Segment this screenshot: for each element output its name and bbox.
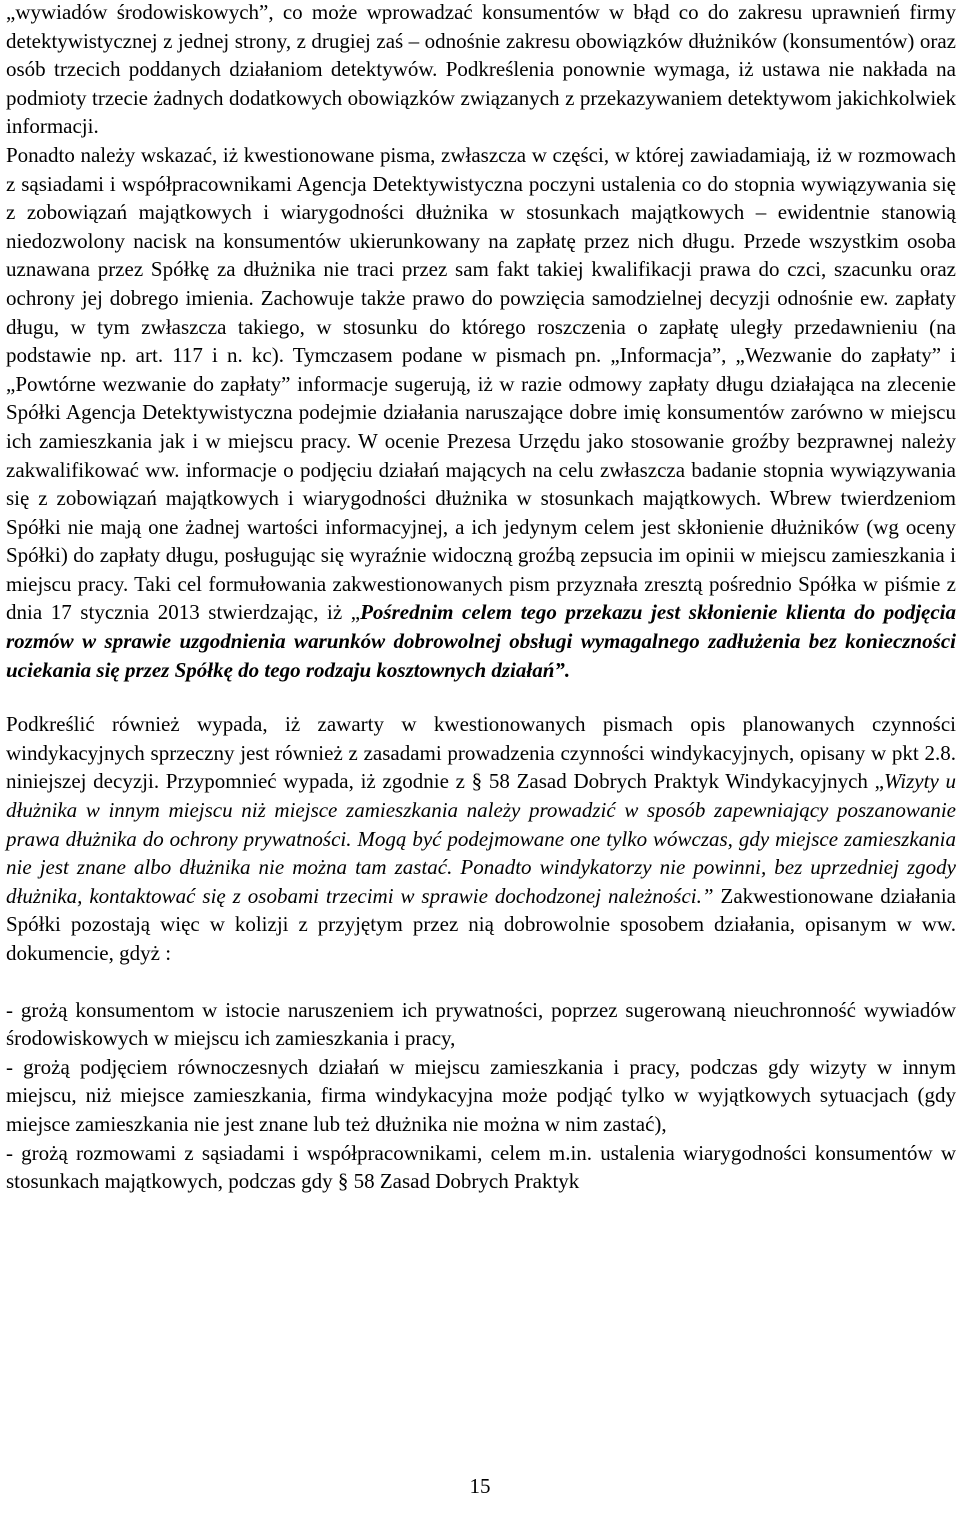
- paragraph-3-text: Podkreślić również wypada, iż zawarty w kwestionowanych pismach opis planowanych czynności windykacyjnych sprzeczny jest również z zasadami prowadzenia czynności windykacyjnych, opisany w pkt 2.8. niniejszej decyzji. Przypomnieć wypada, iż zgodnie z § 58 Zasad Dobrych Praktyk Windykacyjnych „: [6, 712, 956, 794]
- paragraph-2-bold-quote: Pośrednim celem tego przekazu jest skłonienie klienta do podjęcia rozmów w sprawie uzgodnienia warunków dobrowolnej obsługi wymagalnego zadłużenia bez konieczności uciekania się przez Spółkę do tego rodzaju kosztownych działań”.: [6, 600, 957, 682]
- paragraph-gap: [6, 684, 956, 710]
- paragraph-1-text: „wywiadów środowiskowych”, co może wprowadzać konsumentów w błąd co do zakresu uprawnień firmy detektywistycznej z jednej strony, z drugiej zaś – odnośnie zakresu obowiązków dłużników (konsumentów) oraz osób trzecich poddanych działaniom detektywów. Podkreślenia ponownie wymaga, iż ustawa nie nakłada na podmioty trzecie żadnych dodatkowych obowiązków związanych z przekazywaniem detektywom jakichkolwiek informacji.: [6, 0, 956, 139]
- paragraph-continuation: [6, 0, 956, 141]
- document-page: [6, 0, 956, 1196]
- list-item: - grożą konsumentom w istocie naruszeniem ich prywatności, poprzez sugerowaną nieuchronność wywiadów środowiskowych w miejscu ich zamieszkania i pracy,: [6, 997, 956, 1051]
- paragraph-ponadto: [6, 141, 956, 684]
- paragraph-3-text-end: Zakwestionowane działania Spółki pozostają więc w kolizji z przyjętym przez nią dobrowolnie sposobem działania, opisanym w ww. dokumencie, gdyż :: [6, 883, 957, 965]
- paragraph-2-text: Ponadto należy wskazać, iż kwestionowane pisma, zwłaszcza w części, w której zawiadamiają, iż w rozmowach z sąsiadami i współpracownikami Agencja Detektywistyczna poczyni ustalenia co do stopnia wywiązywania się z zobowiązań majątkowych i wiarygodności dłużnika w stosunkach majątkowych – ewidentnie stanowią niedozwolony nacisk na konsumentów ukierunkowany na zapłatę przez nich długu. Przede wszystkim osoba uznawana przez Spółkę za dłużnika nie traci przez sam fakt takiej kwalifikacji prawa do czci, szacunku oraz ochrony jej dobrego imienia. Zachowuje także prawo do powzięcia samodzielnej decyzji odnośnie ew. zapłaty długu, w tym zwłaszcza takiego, w stosunku do którego roszczenia o zapłatę uległy przedawnieniu (na podstawie np. art. 117 i n. kc). Tymczasem podane w pismach pn. „Informacja”, „Wezwanie do zapłaty” i „Powtórne wezwanie do zapłaty” informacje sugerują, iż w razie odmowy zapłaty długu działająca na zlecenie Spółki Agencja Detektywistyczna podejmie działania naruszające dobre imię konsumentów zarówno w miejscu ich zamieszkania jak i w miejscu pracy. W ocenie Prezesa Urzędu jako stosowanie groźby bezprawnej należy zakwalifikować ww. informacje o podjęciu działań mających na celu zwłaszcza badanie stopnia wywiązywania się z zobowiązań majątkowych i wiarygodności dłużnika w stosunkach majątkowych. Wbrew twierdzeniom Spółki nie mają one żadnej wartości informacyjnej, a ich jedynym celem jest skłonienie dłużników (wg oceny Spółki) do zapłaty długu, posługując się wyraźnie widoczną groźbą zepsucia im opinii w miejscu zamieszkania i miejscu pracy. Taki cel formułowania zakwestionowanych pism przyznała zresztą pośrednio Spółka w piśmie z dnia 17 stycznia 2013 stwierdzając, iż „: [6, 142, 956, 625]
- paragraph-podkreslic: [6, 710, 956, 967]
- page-number: 15: [469, 1474, 491, 1498]
- paragraph-gap: [6, 968, 956, 996]
- threat-list: [6, 996, 956, 1196]
- paragraph-3-italic-quote: Wizyty u dłużnika w innym miejscu niż miejsce zamieszkania należy prowadzić w sposób zapewniający poszanowanie prawa dłużnika do ochrony prywatności. Mogą być podejmowane one tylko wówczas, gdy miejsce zamieszkania nie jest znane albo dłużnika nie można tam zastać. Ponadto windykatorzy nie powinni, bez uprzedniej zgody dłużnika, kontaktować się z osobami trzecimi w sprawie dochodzonej należności.”: [6, 769, 957, 908]
- list-item: - grożą rozmowami z sąsiadami i współpracownikami, celem m.in. ustalenia wiarygodności konsumentów w stosunkach majątkowych, podczas gdy § 58 Zasad Dobrych Praktyk: [6, 1140, 956, 1194]
- list-item: - grożą podjęciem równoczesnych działań w miejscu zamieszkania i pracy, podczas gdy wizyty w innym miejscu, niż miejsce zamieszkania, firma windykacyjna może podjąć tylko w wyjątkowych sytuacjach (gdy miejsce zamieszkania nie jest znane lub też dłużnika nie można w nim zastać),: [6, 1054, 956, 1136]
